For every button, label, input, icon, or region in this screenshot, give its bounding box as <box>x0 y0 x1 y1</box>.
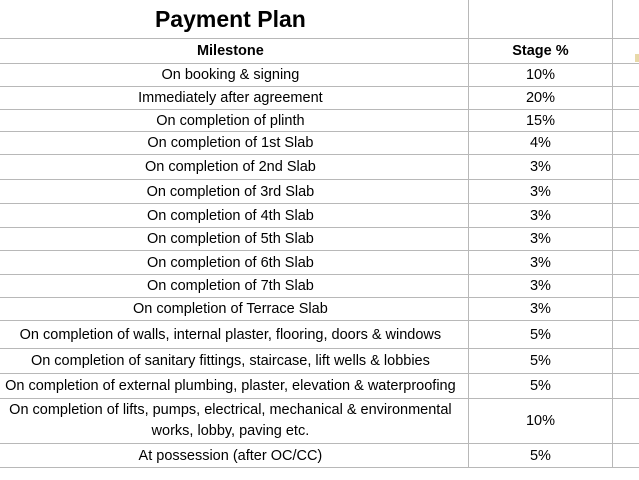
table-row <box>0 275 639 298</box>
milestone-cell: On completion of walls, internal plaster, flooring, doors & windows <box>0 321 468 349</box>
table-row <box>0 349 639 374</box>
page-title: Payment Plan <box>0 0 468 39</box>
table-row <box>0 374 639 399</box>
empty-cell <box>613 321 639 349</box>
table-row <box>0 64 639 87</box>
stage-cell: 5% <box>468 374 612 399</box>
empty-cell <box>468 0 612 39</box>
empty-cell <box>613 444 639 468</box>
stage-cell: 10% <box>468 399 612 444</box>
empty-cell <box>613 228 639 251</box>
milestone-cell: On completion of 4th Slab <box>0 204 468 228</box>
table-row <box>0 204 639 228</box>
table-row <box>0 132 639 155</box>
table-row <box>0 444 639 468</box>
empty-cell <box>613 132 639 155</box>
title-row <box>0 0 639 39</box>
table-row <box>0 399 639 444</box>
edge-mark <box>635 54 639 62</box>
milestone-cell: On completion of 2nd Slab <box>0 155 468 180</box>
stage-cell: 5% <box>468 349 612 374</box>
stage-cell: 4% <box>468 132 612 155</box>
stage-header: Stage % <box>468 39 612 64</box>
empty-cell <box>613 204 639 228</box>
empty-cell <box>613 180 639 204</box>
milestone-header: Milestone <box>0 39 468 64</box>
milestone-cell: On completion of lifts, pumps, electrical, mechanical & environmental works, lobby, paving etc. <box>0 399 468 444</box>
stage-cell: 15% <box>468 110 612 132</box>
empty-cell <box>613 374 639 399</box>
table-row <box>0 155 639 180</box>
stage-cell: 20% <box>468 87 612 110</box>
header-row <box>0 39 639 64</box>
milestone-cell: On completion of external plumbing, plaster, elevation & waterproofing <box>0 374 468 399</box>
table-row <box>0 228 639 251</box>
empty-cell <box>613 349 639 374</box>
milestone-cell: On completion of sanitary fittings, staircase, lift wells & lobbies <box>0 349 468 374</box>
milestone-cell: On completion of 3rd Slab <box>0 180 468 204</box>
stage-cell: 3% <box>468 298 612 321</box>
stage-cell: 5% <box>468 444 612 468</box>
table-row <box>0 87 639 110</box>
table-row <box>0 321 639 349</box>
empty-cell <box>613 0 639 39</box>
stage-cell: 3% <box>468 204 612 228</box>
stage-cell: 3% <box>468 251 612 275</box>
stage-cell: 3% <box>468 228 612 251</box>
empty-cell <box>613 155 639 180</box>
milestone-cell: At possession (after OC/CC) <box>0 444 468 468</box>
milestone-cell: On completion of Terrace Slab <box>0 298 468 321</box>
milestone-cell: On completion of 6th Slab <box>0 251 468 275</box>
stage-cell: 3% <box>468 275 612 298</box>
stage-cell: 5% <box>468 321 612 349</box>
empty-cell <box>613 275 639 298</box>
stage-cell: 3% <box>468 155 612 180</box>
stage-cell: 10% <box>468 64 612 87</box>
table-row <box>0 180 639 204</box>
milestone-cell: Immediately after agreement <box>0 87 468 110</box>
empty-cell <box>613 64 639 87</box>
empty-cell <box>613 87 639 110</box>
milestone-cell: On completion of 1st Slab <box>0 132 468 155</box>
milestone-cell: On completion of plinth <box>0 110 468 132</box>
table-row <box>0 298 639 321</box>
empty-cell <box>613 251 639 275</box>
empty-cell <box>613 298 639 321</box>
milestone-cell: On booking & signing <box>0 64 468 87</box>
milestone-cell: On completion of 7th Slab <box>0 275 468 298</box>
empty-cell <box>613 110 639 132</box>
milestone-cell: On completion of 5th Slab <box>0 228 468 251</box>
stage-cell: 3% <box>468 180 612 204</box>
table-row <box>0 251 639 275</box>
table-row <box>0 110 639 132</box>
empty-cell <box>613 399 639 444</box>
